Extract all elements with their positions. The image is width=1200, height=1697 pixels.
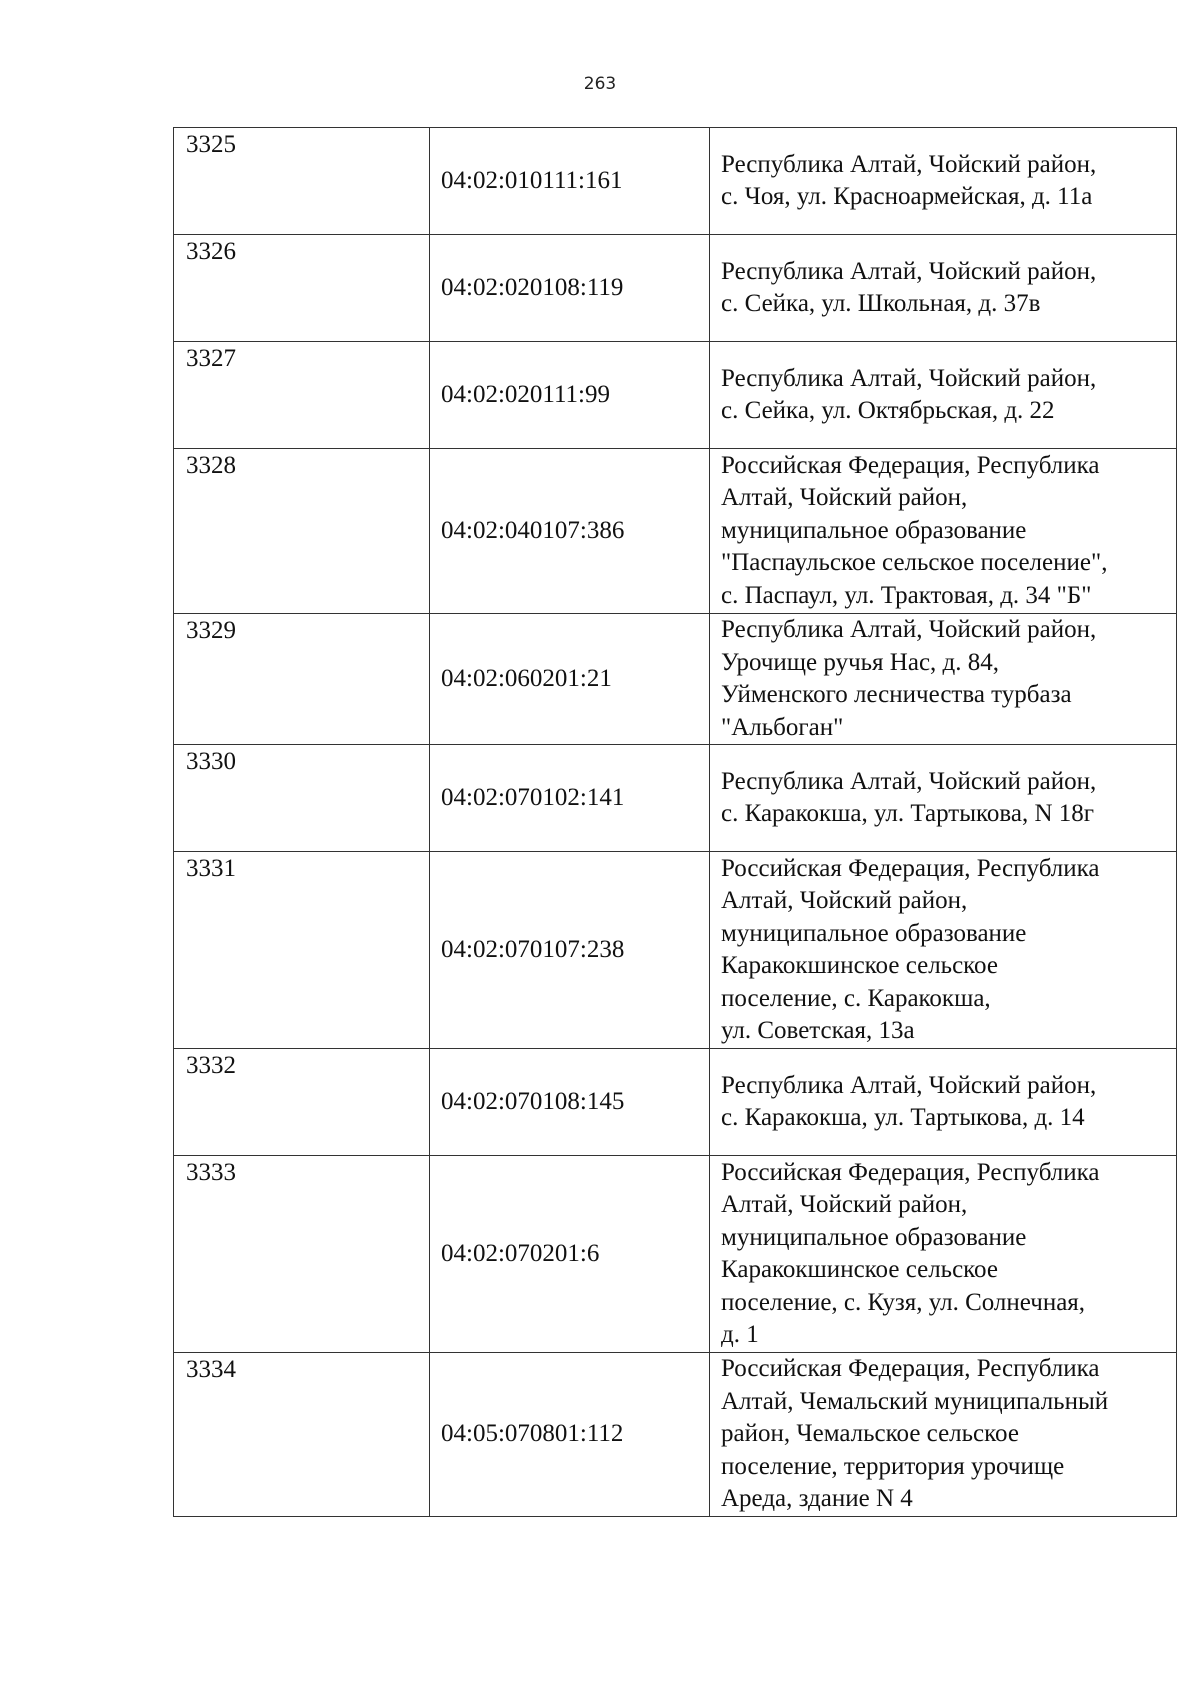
table-row [174, 449, 1177, 614]
cadastral-number-cell: 04:02:070108:145 [430, 1049, 710, 1156]
cadastral-number-cell: 04:02:020111:99 [430, 342, 710, 449]
row-number-cell: 3332 [174, 1049, 430, 1156]
address-cell: Республика Алтай, Чойский район, с. Сейка, ул. Школьная, д. 37в [710, 235, 1177, 342]
cadastral-number-cell: 04:02:020108:119 [430, 235, 710, 342]
table-row [174, 614, 1177, 745]
cadastral-number-cell: 04:02:040107:386 [430, 449, 710, 614]
cadastral-number-cell: 04:02:070201:6 [430, 1156, 710, 1353]
address-cell: Республика Алтай, Чойский район, с. Каракокша, ул. Тартыкова, N 18г [710, 745, 1177, 852]
address-cell: Российская Федерация, Республика Алтай, Чойский район, муниципальное образование Каракокшинское сельское поселение, с. Каракокша, ул. Советская, 13а [710, 852, 1177, 1049]
row-number-cell: 3330 [174, 745, 430, 852]
row-number-cell: 3329 [174, 614, 430, 745]
address-cell: Республика Алтай, Чойский район, с. Сейка, ул. Октябрьская, д. 22 [710, 342, 1177, 449]
row-number-cell: 3334 [174, 1353, 430, 1517]
cadastral-number-cell: 04:02:070107:238 [430, 852, 710, 1049]
table-row [174, 128, 1177, 235]
row-number-cell: 3326 [174, 235, 430, 342]
address-cell: Российская Федерация, Республика Алтай, Чойский район, муниципальное образование Каракокшинское сельское поселение, с. Кузя, ул. Солнечная, д. 1 [710, 1156, 1177, 1353]
cadastral-number-cell: 04:02:060201:21 [430, 614, 710, 745]
row-number-cell: 3333 [174, 1156, 430, 1353]
table-row [174, 852, 1177, 1049]
address-cell: Республика Алтай, Чойский район, с. Каракокша, ул. Тартыкова, д. 14 [710, 1049, 1177, 1156]
table-row [174, 1156, 1177, 1353]
cadastral-number-cell: 04:02:070102:141 [430, 745, 710, 852]
cadastral-number-cell: 04:05:070801:112 [430, 1353, 710, 1517]
address-cell: Республика Алтай, Чойский район, Урочище ручья Нас, д. 84, Уйменского лесничества турбаза "Альбоган" [710, 614, 1177, 745]
row-number-cell: 3328 [174, 449, 430, 614]
row-number-cell: 3325 [174, 128, 430, 235]
table-row [174, 235, 1177, 342]
page-number: 263 [583, 74, 617, 94]
table-row [174, 745, 1177, 852]
table-row [174, 1353, 1177, 1517]
row-number-cell: 3327 [174, 342, 430, 449]
cadastral-number-cell: 04:02:010111:161 [430, 128, 710, 235]
row-number-cell: 3331 [174, 852, 430, 1049]
table-row [174, 342, 1177, 449]
address-cell: Республика Алтай, Чойский район, с. Чоя, ул. Красноармейская, д. 11а [710, 128, 1177, 235]
address-cell: Российская Федерация, Республика Алтай, Чемальский муниципальный район, Чемальское сельское поселение, территория урочище Ареда, здание N 4 [710, 1353, 1177, 1517]
registry-table [173, 127, 1177, 1517]
address-cell: Российская Федерация, Республика Алтай, Чойский район, муниципальное образование "Паспаульское сельское поселение", с. Паспаул, ул. Трактовая, д. 34 "Б" [710, 449, 1177, 614]
table-row [174, 1049, 1177, 1156]
